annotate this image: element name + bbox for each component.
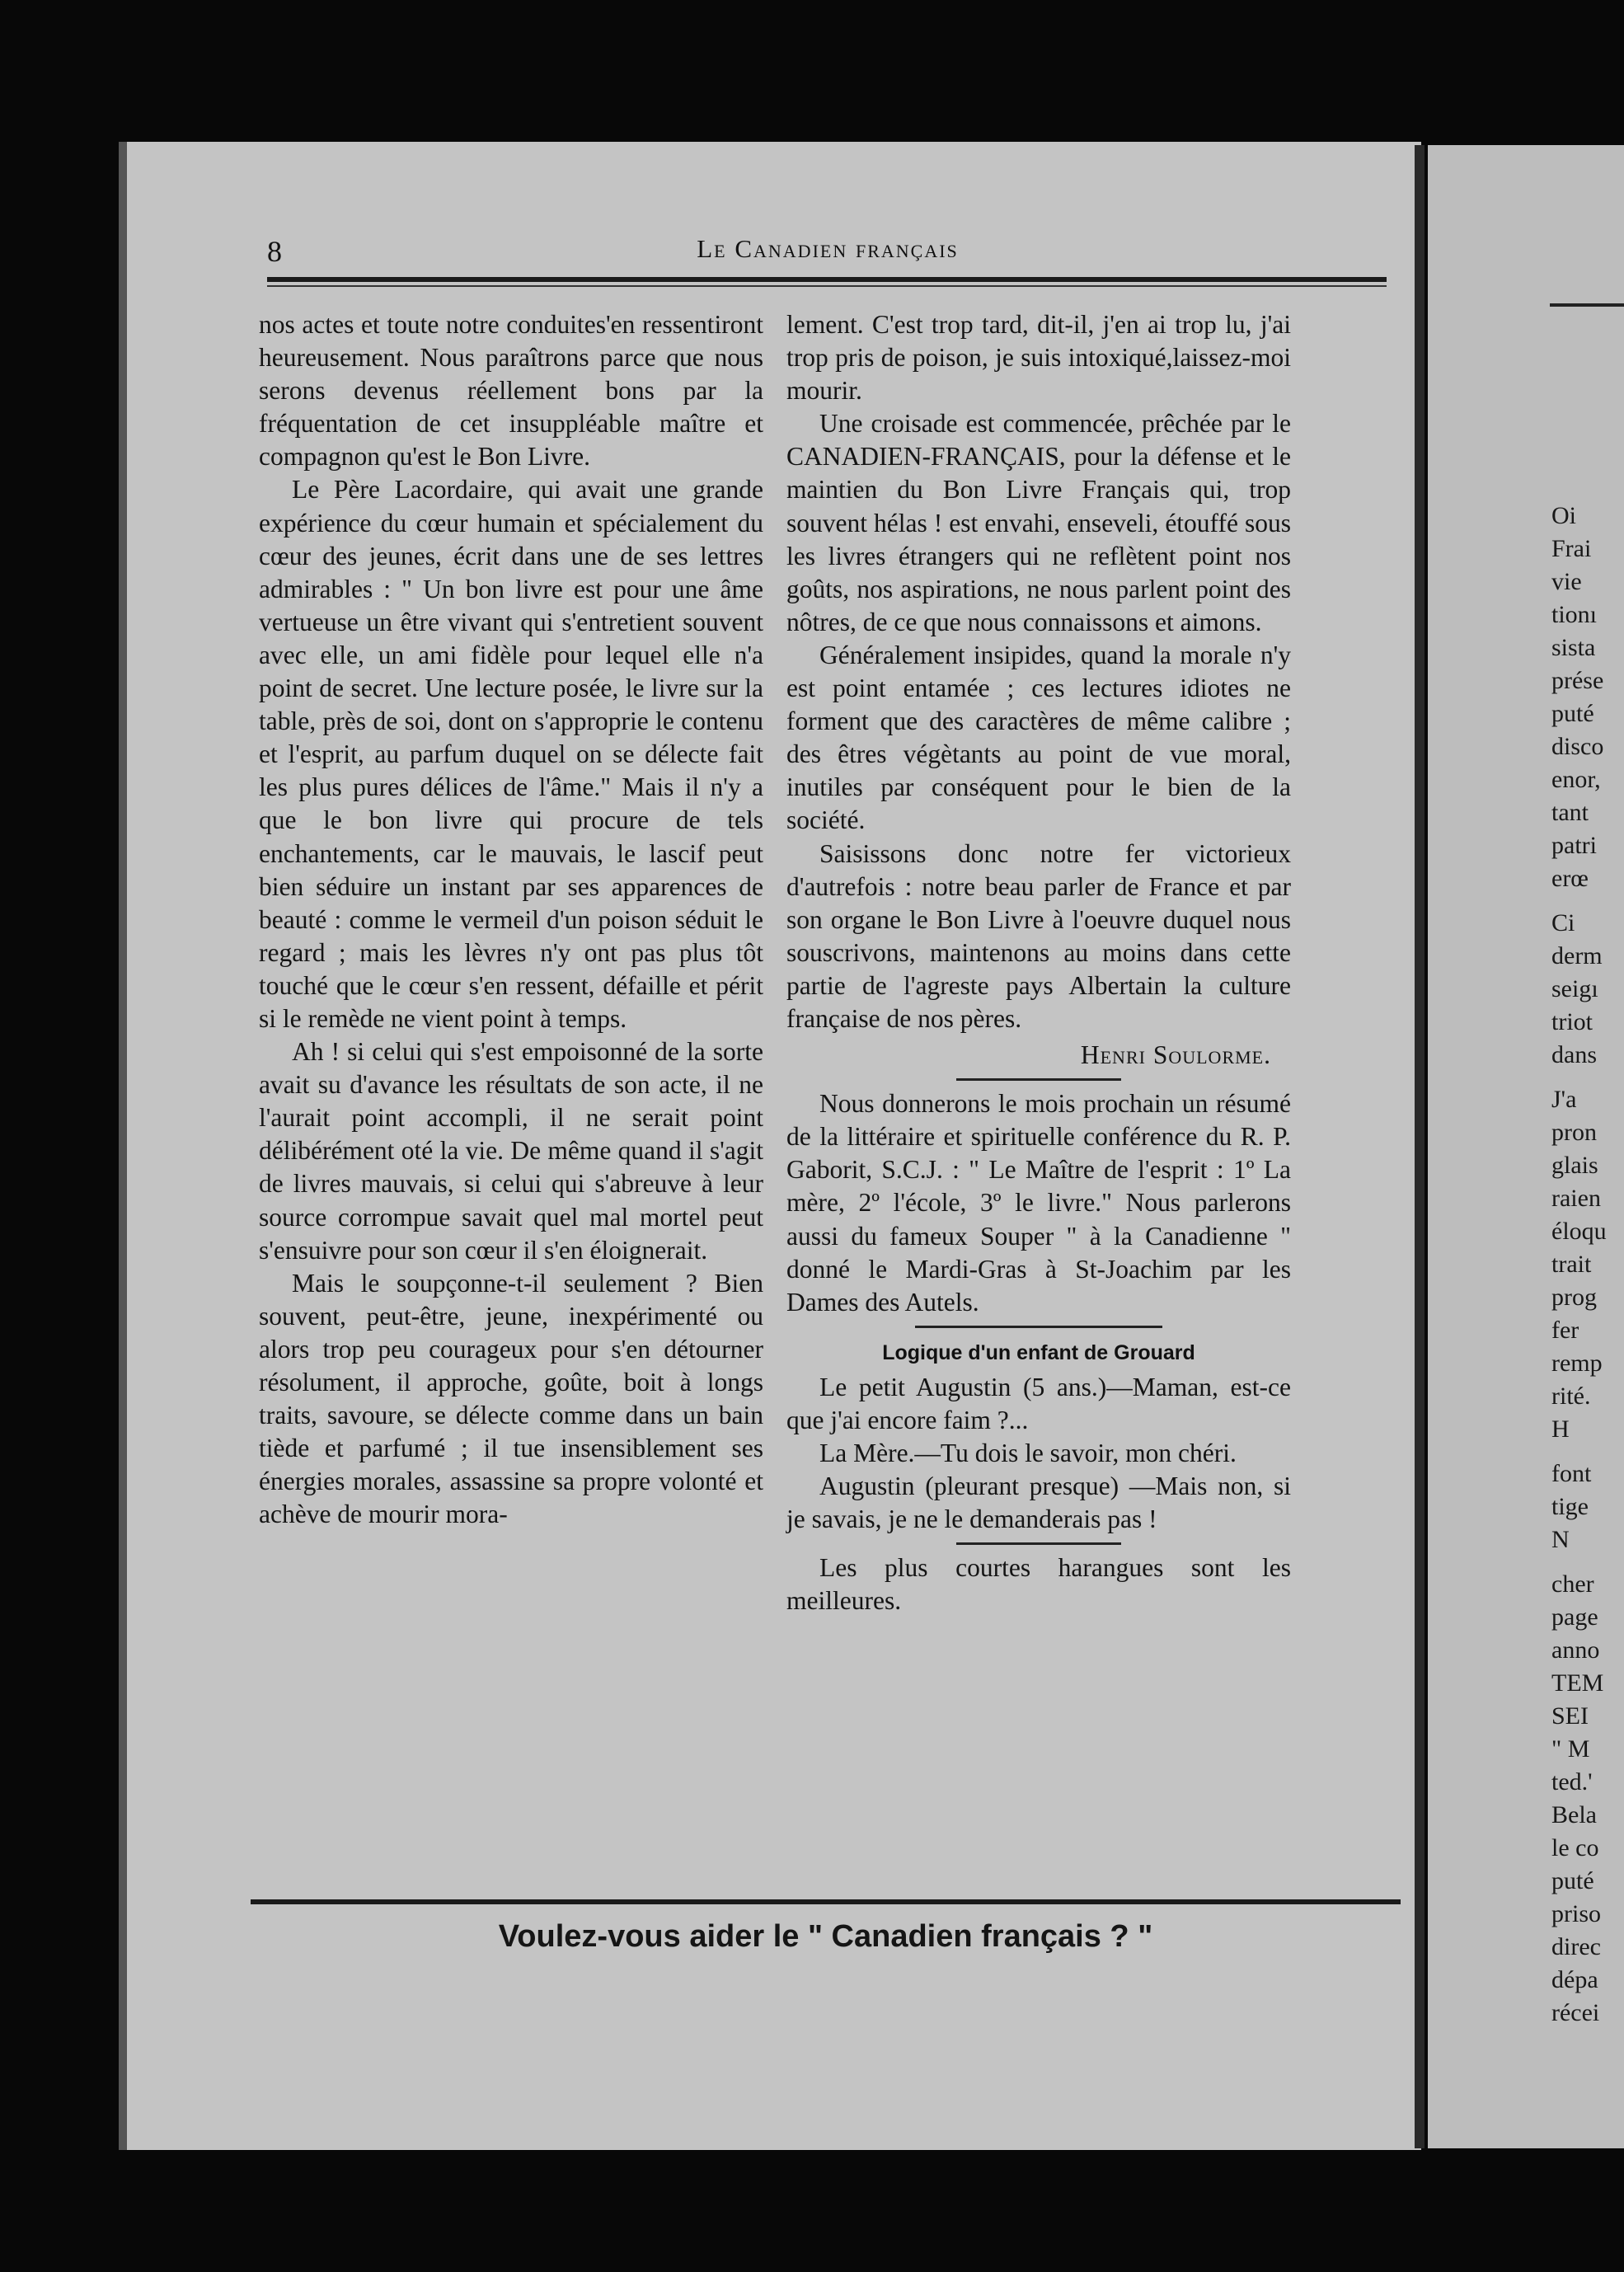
facing-page-fragment: rité. — [1551, 1382, 1591, 1410]
facing-page-fragment: anno — [1551, 1636, 1600, 1664]
separator-rule — [956, 1542, 1121, 1545]
paragraph: Une croisade est commencée, prêchée par le CANADIEN-FRANÇAIS, pour la défense et le maintien du Bon Livre Français qui, trop souvent hélas ! est envahi, enseveli, étouffé sous les livres étrangers qui ne reflètent point nos goûts, nos aspirations, ne nous parlent point des nôtres, de ce que nous connaissons et aimons. — [786, 409, 1291, 636]
author-signature: Henri Soulorme. — [1080, 1040, 1271, 1070]
facing-page-fragment: direc — [1551, 1933, 1601, 1960]
paragraph: Ah ! si celui qui s'est empoisonné de la sorte avait su d'avance les résultats de son acte, il ne l'aurait point accompli, il ne serait point délibérément oté la vie. De même quand il s'agit de livres mauvais, si celui qui s'abreuve à leur source corrompue savait quel mal mortel peut s'ensuivre pour son cœur il s'en éloignerait. — [259, 1037, 763, 1265]
newspaper-page — [119, 142, 1421, 2150]
paragraph: nos actes et toute notre conduites'en ressentiront heureusement. Nous paraîtrons parce que nous serons devenus réellement bons par la fréquentation de cet insuppléable maître et compagnon qu'est le Bon Livre. — [259, 310, 763, 472]
announcement-paragraph: Nous donnerons le mois prochain un résumé de la littéraire et spirituelle conférence du R. P. Gaborit, S.C.J. : " Le Maître de l'esprit : 1º La mère, 2º l'école, 3º le livre." Nous parlerons aussi du fameux Souper " à la Canadienne " donné le Mardi-Gras à St-Joachim par les Dames des Autels. — [786, 1089, 1291, 1317]
facing-page-fragment: Ci — [1551, 909, 1575, 936]
paragraph: Mais le soupçonne-t-il seulement ? Bien souvent, peut-être, jeune, inexpérimenté ou alors trop peu courageux pour s'en détourner résolument, il approche, goûte, boit à longs traits, savoure, se délecte comme dans un bain tiède et parfumé ; il tue insensiblement ses énergies morales, assassine sa propre volonté et achève de mourir mora- — [259, 1268, 763, 1529]
header-rule-thin — [267, 285, 1387, 287]
header-rule — [267, 277, 1387, 282]
paragraph: Généralement insipides, quand la morale n'y est point entamée ; ces lectures idiotes ne forment que des caractères de même calibre ; des êtres végètants au point de vue moral, inutiles par conséquent pour le bien de la société. — [786, 640, 1291, 835]
right-column — [786, 308, 1291, 1617]
facing-page-fragment: derm — [1551, 942, 1603, 969]
facing-page-fragment: trait — [1551, 1251, 1592, 1278]
dialogue-line: Le petit Augustin (5 ans.)—Maman, est-ce que j'ai encore faim ?... — [786, 1372, 1291, 1434]
facing-page-fragment: priso — [1551, 1900, 1601, 1927]
facing-page-fragment: page — [1551, 1603, 1598, 1631]
facing-page-fragment: glais — [1551, 1152, 1598, 1179]
publication-title: Le Canadien français — [697, 234, 959, 263]
facing-page-fragment: J'a — [1551, 1086, 1577, 1113]
separator-rule — [915, 1326, 1162, 1328]
facing-page-fragment: le co — [1551, 1834, 1599, 1861]
dialogue-line: La Mère.—Tu dois le savoir, mon chéri. — [819, 1439, 1237, 1467]
facing-page-fragment: tant — [1551, 799, 1589, 826]
paragraph: lement. C'est trop tard, dit-il, j'en ai trop lu, j'ai trop pris de poison, je suis intoxiqué,laissez-moi mourir. — [786, 310, 1291, 406]
facing-page-fragment: vie — [1551, 568, 1582, 595]
facing-page-fragment: raien — [1551, 1185, 1601, 1212]
facing-page-fragment: puté — [1551, 700, 1594, 727]
facing-page-fragment: font — [1551, 1460, 1592, 1487]
facing-page-fragment: puté — [1551, 1867, 1594, 1894]
facing-page-fragment: " M — [1551, 1735, 1590, 1763]
facing-page-fragment: dépa — [1551, 1966, 1598, 1993]
facing-page-rule — [1550, 303, 1624, 307]
box-heading: Logique d'un enfant de Grouard — [882, 1340, 1195, 1364]
facing-page-fragment: ted.' — [1551, 1768, 1593, 1796]
left-column — [259, 308, 763, 1531]
page-header — [267, 234, 1388, 268]
facing-page-fragment: cher — [1551, 1570, 1594, 1598]
facing-page-fragment: erœ — [1551, 865, 1589, 892]
facing-page-fragment: tionı — [1551, 601, 1598, 628]
facing-page-fragment: prog — [1551, 1284, 1597, 1311]
facing-page-fragment: Oi — [1551, 502, 1576, 529]
facing-page-fragment: remp — [1551, 1350, 1603, 1377]
facing-page-fragment: sista — [1551, 634, 1596, 661]
book-spine-shadow — [1415, 145, 1425, 2148]
facing-page-fragment: récei — [1551, 1999, 1600, 2026]
facing-page-fragment: SEI — [1551, 1702, 1589, 1730]
maxim: Les plus courtes harangues sont les meilleures. — [786, 1553, 1291, 1616]
facing-page-fragment: triot — [1551, 1008, 1593, 1035]
facing-page-fragment: seigı — [1551, 975, 1598, 1002]
paragraph: Saisissons donc notre fer victorieux d'autrefois : notre beau parler de France et par son organe le Bon Livre à l'oeuvre duquel nous souscrivons, maintenons au moins dans cette partie de l'agreste pays Albertain la culture française de nos pères. — [786, 838, 1291, 1033]
facing-page-fragment: enor, — [1551, 766, 1601, 793]
facing-page-fragment: pron — [1551, 1119, 1597, 1146]
facing-page-fragment: fer — [1551, 1317, 1579, 1344]
facing-page-fragment: Frai — [1551, 535, 1592, 562]
facing-page-fragment: disco — [1551, 733, 1604, 760]
facing-page-edge — [1428, 145, 1624, 2148]
separator-rule — [956, 1078, 1121, 1081]
dialogue-line: Augustin (pleurant presque) —Mais non, si je savais, je ne le demanderais pas ! — [786, 1472, 1291, 1534]
facing-page-fragment: éloqu — [1551, 1218, 1607, 1245]
footer-rule — [251, 1899, 1401, 1904]
facing-page-fragment: prése — [1551, 667, 1604, 694]
facing-page-fragment: H — [1551, 1415, 1570, 1443]
paragraph: Le Père Lacordaire, qui avait une grande expérience du cœur humain et spécialement du cœur des jeunes, écrit dans une de ses lettres admirables : " Un bon livre est pour une âme vertueuse un être vivant qui s'entretient souvent avec elle, un ami fidèle pour lequel elle n'a point de secret. Une lecture posée, le livre sur la table, près de soi, dont on s'approprie le contenu et l'esprit, au parfum duquel on se délecte fait les plus pures délices de l'âme." Mais il n'y a que le bon livre qui procure de tels enchantements, car le mauvais, le lascif peut bien séduire un instant par ses apparences de beauté : comme le vermeil d'un poison séduit le regard ; mais les lèvres n'y ont pas plus tôt touché que le cœur s'en ressent, défaille et périt si le remède ne vient point à temps. — [259, 475, 763, 1033]
facing-page-fragment: N — [1551, 1526, 1570, 1553]
footer-call-to-action: Voulez-vous aider le " Canadien français ? " — [498, 1919, 1153, 1954]
facing-page-fragment: tige — [1551, 1493, 1589, 1520]
facing-page-fragment: patri — [1551, 832, 1597, 859]
facing-page-fragment: Bela — [1551, 1801, 1597, 1828]
page-number: 8 — [267, 235, 282, 268]
facing-page-fragment: TEM — [1551, 1669, 1604, 1697]
facing-page-fragment: dans — [1551, 1041, 1597, 1068]
